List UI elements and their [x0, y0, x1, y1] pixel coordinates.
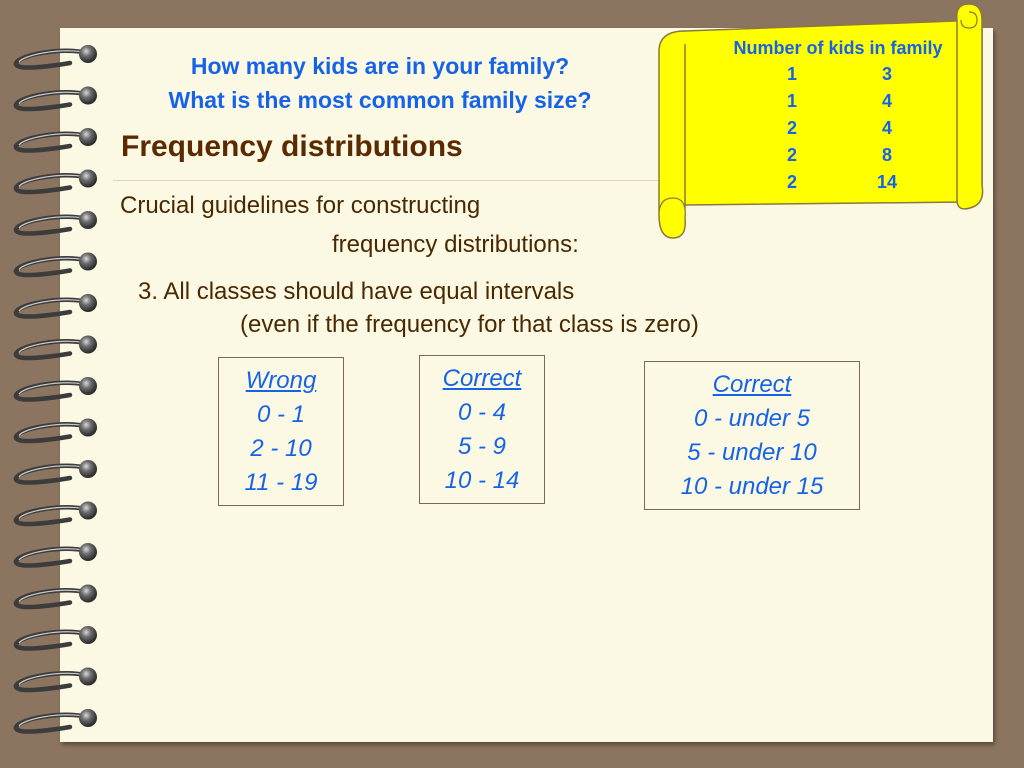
binding-ring — [16, 585, 97, 608]
box-heading-correct: Correct — [442, 365, 522, 392]
spiral-binding — [0, 0, 110, 768]
box-line: 0 - 4 — [457, 399, 507, 426]
wrong-intervals-box — [218, 357, 344, 506]
box-line: 0 - under 5 — [693, 405, 811, 432]
binding-ring — [16, 626, 97, 649]
question-line-1: How many kids are in your family? — [190, 53, 570, 79]
table-cell: 2 — [786, 145, 797, 165]
binding-ring — [16, 87, 97, 110]
table-cell: 1 — [786, 91, 797, 111]
table-cell: 2 — [786, 172, 797, 192]
correct-intervals-box-2 — [644, 361, 860, 510]
box-line: 10 - 14 — [444, 467, 520, 494]
page-title: Frequency distributions — [121, 130, 463, 163]
binding-ring — [16, 543, 97, 566]
question-line-2: What is the most common family size? — [168, 87, 592, 113]
table-cell: 14 — [876, 172, 898, 192]
table-row — [690, 91, 980, 118]
box-line: 0 - 1 — [256, 401, 306, 428]
kids-per-family-table — [690, 38, 980, 199]
box-line: 11 - 19 — [244, 469, 318, 496]
binding-ring — [16, 170, 97, 193]
table-cell: 3 — [881, 64, 892, 84]
binding-ring — [16, 460, 97, 483]
table-row — [690, 64, 980, 91]
table-cell: 2 — [786, 118, 797, 138]
table-row — [690, 118, 980, 145]
box-heading-correct: Correct — [712, 371, 792, 398]
table-row — [690, 172, 980, 199]
box-line: 2 - 10 — [250, 435, 312, 462]
binding-ring — [16, 709, 97, 732]
guidelines-line-2: frequency distributions: — [332, 231, 579, 258]
table-cell: 1 — [786, 64, 797, 84]
box-line: 5 - 9 — [457, 433, 507, 460]
rule-line-2: (even if the frequency for that class is zero) — [240, 311, 699, 338]
binding-ring — [16, 502, 97, 525]
binding-ring — [16, 668, 97, 691]
binding-ring — [16, 128, 97, 151]
binding-ring — [16, 253, 97, 276]
binding-ring — [16, 294, 97, 317]
binding-ring — [16, 336, 97, 359]
table-cell: 8 — [881, 145, 892, 165]
guidelines-line-1: Crucial guidelines for constructing — [120, 192, 481, 219]
box-heading-wrong: Wrong — [245, 367, 317, 394]
table-heading: Number of kids in family — [733, 38, 943, 58]
binding-ring — [16, 45, 97, 68]
binding-ring — [16, 419, 97, 442]
table-cell: 4 — [881, 118, 892, 138]
correct-intervals-box-1 — [419, 355, 545, 504]
box-line: 5 - under 10 — [687, 439, 817, 466]
title-divider — [113, 180, 673, 181]
table-cell: 4 — [881, 91, 892, 111]
table-row — [690, 145, 980, 172]
binding-ring — [16, 211, 97, 234]
box-line: 10 - under 15 — [680, 473, 824, 500]
binding-ring — [16, 377, 97, 400]
rule-line-1: 3. All classes should have equal intervals — [138, 278, 575, 305]
